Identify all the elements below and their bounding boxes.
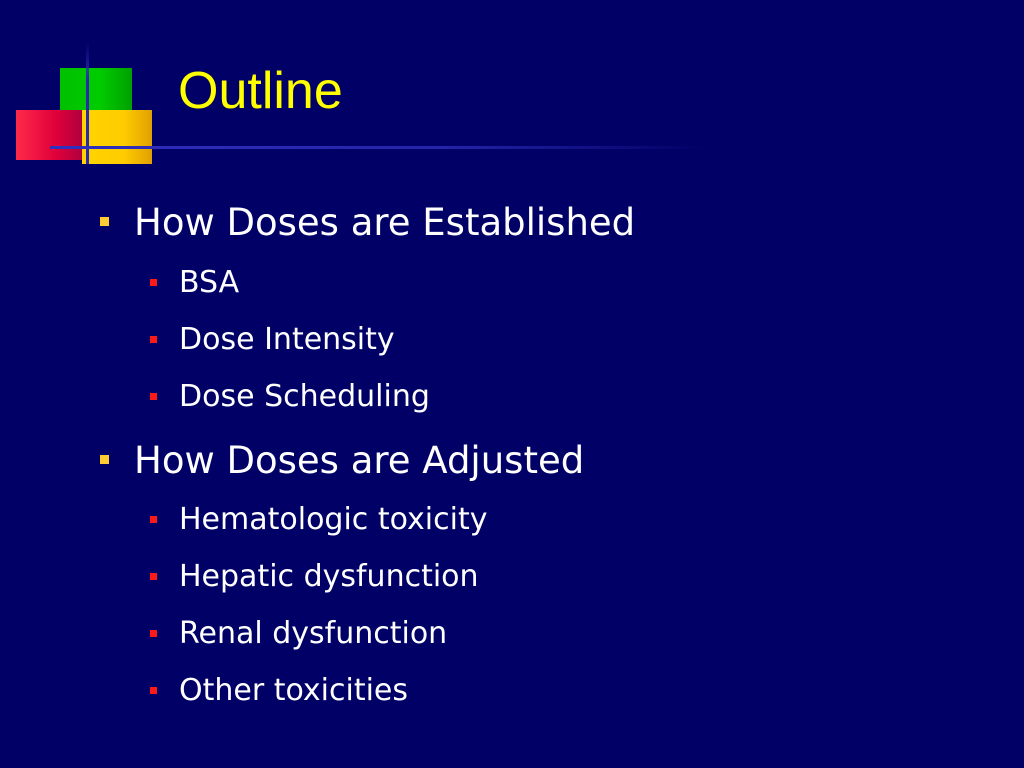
square-bullet-icon — [150, 516, 157, 523]
square-bullet-icon — [150, 573, 157, 580]
square-bullet-icon — [150, 687, 157, 694]
list-item-text: Renal dysfunction — [179, 616, 448, 651]
list-item-text: Hematologic toxicity — [179, 502, 488, 537]
list-item — [134, 436, 584, 486]
list-item — [179, 262, 239, 304]
list-item-text: How Doses are Adjusted — [134, 439, 585, 482]
square-bullet-icon — [100, 455, 109, 464]
list-item-text: Dose Intensity — [179, 322, 395, 357]
list-item-text: How Doses are Established — [134, 201, 636, 244]
square-bullet-icon — [150, 336, 157, 343]
list-item — [179, 319, 395, 361]
list-item-text: BSA — [179, 265, 240, 300]
square-bullet-icon — [150, 279, 157, 286]
list-item — [134, 198, 635, 248]
slide-title: Outline — [178, 62, 343, 120]
list-item — [179, 670, 408, 712]
list-item-text: Other toxicities — [179, 673, 409, 708]
square-bullet-icon — [150, 393, 157, 400]
square-bullet-icon — [150, 630, 157, 637]
list-item — [179, 613, 447, 655]
list-item — [179, 499, 487, 541]
list-item-text: Dose Scheduling — [179, 379, 430, 414]
list-item — [179, 556, 479, 598]
square-bullet-icon — [100, 217, 109, 226]
list-item — [179, 376, 430, 418]
list-item-text: Hepatic dysfunction — [179, 559, 479, 594]
